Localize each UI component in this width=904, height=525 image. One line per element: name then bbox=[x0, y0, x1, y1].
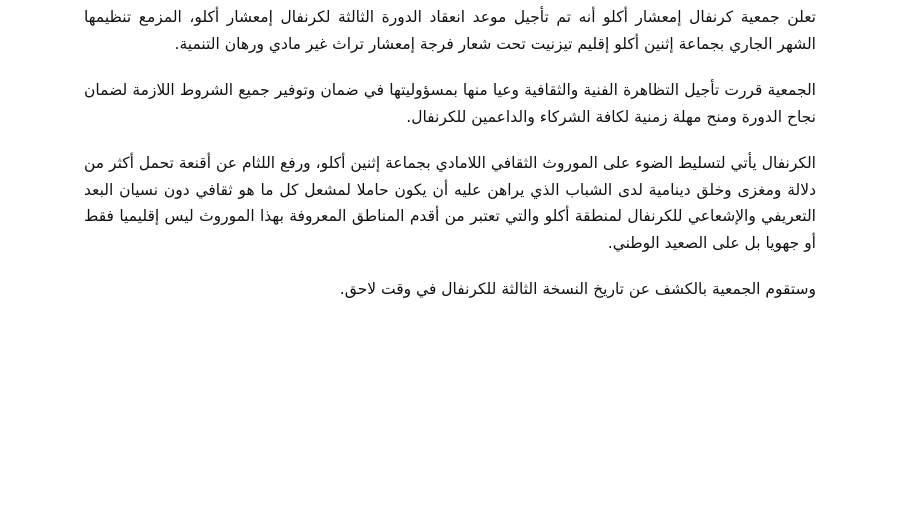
article-body bbox=[84, 4, 816, 303]
paragraph-postponement-announcement: تعلن جمعية كرنفال إمعشار أكلو أنه تم تأجيل موعد انعقاد الدورة الثالثة لكرنفال إمعشار أكلو، المزمع تنظيمها الشهر الجاري بجماعة إثنين أكلو إقليم تيزنيت تحت شعار فرجة إمعشار تراث غير مادي ورهان التنمية. bbox=[84, 8, 816, 53]
paragraph-new-date-notice: وستقوم الجمعية بالكشف عن تاريخ النسخة الثالثة للكرنفال في وقت لاحق. bbox=[339, 280, 816, 298]
paragraph-carnival-purpose: الكرنفال يأتي لتسليط الضوء على الموروث الثقافي اللامادي بجماعة إثنين أكلو، ورفع اللثام عن أقنعة تحمل أكثر من دلالة ومغزى وخلق دينامية لدى الشباب الذي يراهن عليه أن يكون حاملا لمشعل كل ما هو ثقافي دون نسيان البعد التعريفي والإشعاعي للكرنفال لمنطقة أكلو والتي تعتبر من أقدم المناطق المعروفة بهذا الموروث ليس إقليميا فقط أو جهويا بل على الصعيد الوطني. bbox=[84, 154, 816, 252]
paragraph-postponement-reason: الجمعية قررت تأجيل التظاهرة الفنية والثقافية وعيا منها بمسؤوليتها في ضمان وتوفير جميع الشروط اللازمة لضمان نجاح الدورة ومنح مهلة زمنية لكافة الشركاء والداعمين للكرنفال. bbox=[84, 81, 816, 126]
